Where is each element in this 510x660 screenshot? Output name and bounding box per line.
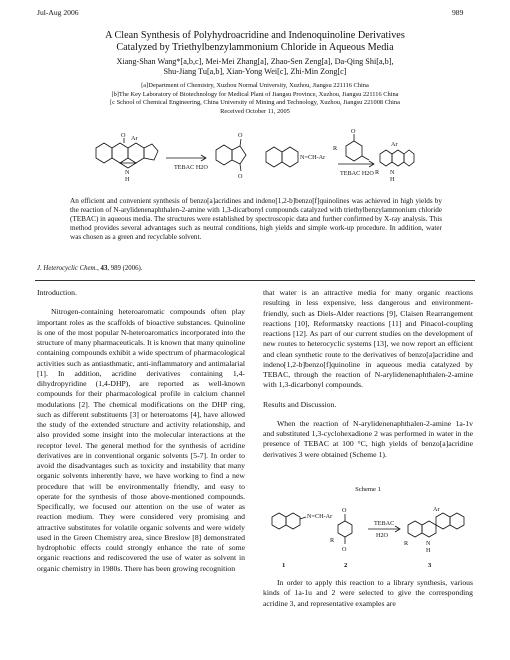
scheme-product-h-label: H	[426, 547, 431, 554]
right-text-column	[263, 288, 473, 460]
introduction-paragraph: Nitrogen-containing heteroaromatic compounds often play important roles as the scaffolds of bioactive substances. Quinoline is one of the most popular N-heteroaromatics incorporated into the structure of many pharmaceuticals. It is known that many quinoline containing compounds exhibit a wide spectrum of pharmacological activities such as antiasthmatic, anti-inflammatory and antimalarial [1]. In addition, acridine derivatives containing 1,4-dihydropyridine (1,4-DHP), are reported as well-known compounds for their pharmacological profile in calcium channel modulations [2]. The chemical modifications on the DHP ring, such as different substituents [3] or heteroatoms [4], have allowed the study of the extended structure and activity relationship, and also provided some insight into the molecular interactions at the receptor level. The general method for the synthesis of acridine derivatives are in conventional organic solvents [5-7]. In order to avoid the disadvantages such as toxicity and instability that many organic solvents inherently have, we have working to find a new procedure that will be environmentally friendly, and easy to operate for the synthesis of those above-mentioned compounds. Specifically, we focused our attention on the use of water as reaction medium. They were considered very promising and attractive substitutes for volatile organic solvents and were widely used in the Green Chemistry area, since Breslow [8] demonstrated hydrophobic effects could strongly enhance the rate of some organic reactions and rediscovered the use of water as solvent in organic chemistry in 1980s. There has been growing recognition	[37, 307, 245, 573]
label-o-indandione-bottom: O	[238, 173, 243, 180]
scheme-reagent-label: TEBAC	[374, 520, 395, 527]
scheme-o-bottom: O	[342, 546, 347, 553]
label-n-left: N	[125, 169, 130, 176]
label-o-left: O	[121, 132, 126, 139]
received-date: Received October 11, 2005	[220, 107, 290, 115]
title-line-1: A Clean Synthesis of Polyhydroacridine and Indenoquinoline Derivatives	[105, 30, 405, 41]
scheme-product-n-label: N	[426, 540, 431, 547]
reaction-scheme-figure	[88, 128, 418, 190]
affiliation-a: [a]Department of Chemistry, Xuzhou Normal University, Xuzhou, Jiangsu 221116 China	[141, 82, 369, 89]
compound-number-2: 2	[344, 562, 348, 569]
label-ar-right: Ar	[391, 141, 398, 148]
imine-label: N=CH-Ar	[300, 154, 326, 161]
scheme-imine-label: N=CH-Ar	[307, 513, 333, 520]
label-ar-left: Ar	[131, 135, 138, 142]
citation-journal: J. Heterocyclic Chem.	[37, 265, 98, 272]
label-h-right: H	[390, 176, 395, 183]
left-reagent-label: TEBAC H2O	[174, 164, 208, 171]
affiliation-c: [c School of Chemical Engineering, China University of Mining and Technology, Xuzhou, Jiangsu 221008 China	[110, 99, 400, 107]
page-number: 989	[452, 8, 464, 17]
label-o-indandione-top: O	[238, 132, 243, 139]
journal-issue-date: Jul-Aug 2006	[37, 8, 79, 17]
compound-number-3: 3	[428, 562, 432, 569]
right-column-continued	[263, 578, 473, 609]
authors-line-1: Xiang-Shan Wang*[a,b,c], Mei-Mei Zhang[a], Zhao-Sen Zeng[a], Da-Qing Shi[a,b],	[116, 57, 394, 66]
scheme-solvent-label: H2O	[376, 532, 389, 539]
scheme-o-top: O	[342, 507, 347, 514]
authors-line-2: Shu-Jiang Tu[a,b], Xian-Yong Wei[c], Zhi-Min Zong[c]	[163, 67, 347, 76]
label-r-dione: R	[333, 145, 338, 152]
citation: J. Heterocyclic Chem., 43, 989 (2006).	[37, 265, 143, 272]
section-divider	[35, 280, 475, 281]
results-paragraph: When the reaction of N-arylidenenaphthalen-2-amine 1a-1v and substituted 1,3-cyclohexadione 2 was performed in water in the presence of TEBAC at 100 °C, high yields of benzo[a]acridine derivatives 3 were obtained (Scheme 1).	[263, 418, 473, 459]
scheme-1-title: Scheme 1	[355, 486, 381, 493]
abstract: An efficient and convenient synthesis of benzo[a]acridines and indeno[1,2-b]benzo[f]quinolines was achieved in high yields by the reaction of N-arylidenenaphthalen-2-amine with 1,3-dicarbonyl compounds catalyzed with triethylbenzylammonium chloride (TEBAC) in aqueous media. The structures were established by spectroscopic data and further confirmed by X-ray analysis. This method provides several advantages such as neutral conditions, high yields and simple work-up procedure. In addition, water was chosen as a green and recyclable solvent.	[70, 197, 442, 242]
intro-continuation-paragraph: that water is an attractive media for many organic reactions resulting in less expensive, less dangerous and environment-friendly, such as Diels-Alder reactions [9], Claisen Rearrangement reactions [10], Reformatsky reactions [11] and Pinacol-coupling reactions [12]. As part of our current studies on the development of new routes to heterocyclic systems [13], we now report an efficient and clean synthetic route to the derivatives of benzo[a]acridine and indeno[1,2-b]benzo[f]quinoline in aqueous media catalyzed by TEBAC, through the reaction of N-arylidenenaphthalen-2-amine with 1,3-dicarbonyl compounds.	[263, 288, 473, 390]
scheme-product-r-label: R	[404, 540, 409, 547]
citation-volume: 43	[100, 265, 108, 272]
library-synthesis-paragraph: In order to apply this reaction to a library synthesis, various kinds of 1a-1u and 2 were selected to give the corresponding acridine 3, and representative examples are	[263, 578, 473, 608]
author-list	[0, 57, 510, 77]
scheme-r-label: R	[330, 537, 335, 544]
left-text-column	[37, 288, 245, 574]
label-n-right: N	[390, 169, 395, 176]
paper-title	[0, 30, 510, 54]
right-reagent-label: TEBAC H2O	[340, 170, 374, 177]
graphical-abstract	[88, 128, 418, 190]
label-h-left: H	[125, 176, 130, 183]
results-heading: Results and Discussion.	[263, 399, 337, 409]
affiliation-b: [b]The Key Laboratory of Biotechnology for Medical Plant of Jiangsu Province, Xuzhou, Jiangsu 221116 China	[111, 90, 399, 98]
compound-number-1: 1	[282, 562, 286, 569]
scheme-1-drawing	[268, 497, 468, 571]
title-line-2: Catalyzed by Triethylbenzylammonium Chloride in Aqueous Media	[116, 42, 394, 53]
introduction-heading: Introduction.	[37, 288, 77, 297]
label-r-right: R	[375, 169, 380, 176]
label-o-dione: O	[351, 128, 356, 135]
affiliations	[0, 82, 510, 116]
citation-rest: , 989 (2006).	[107, 265, 143, 272]
scheme-1-figure	[268, 497, 468, 571]
scheme-ar-label: Ar	[433, 506, 440, 513]
